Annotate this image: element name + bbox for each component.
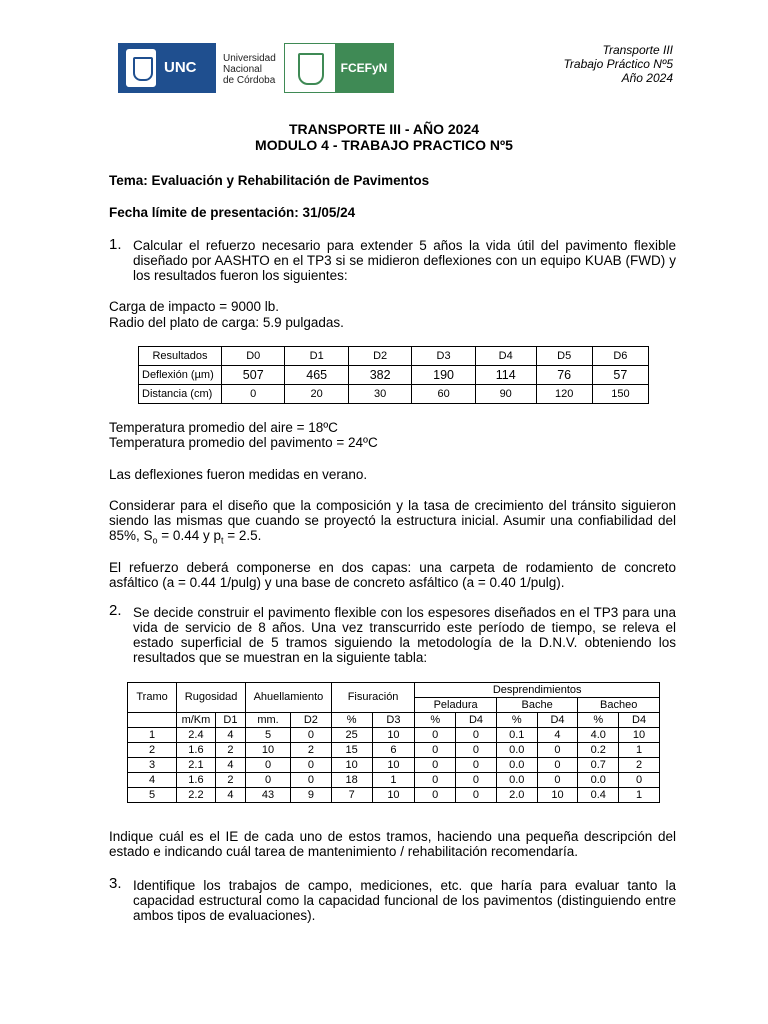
table-subheader-row (128, 713, 660, 728)
summer-note: Las deflexiones fueron medidas en verano. (109, 467, 368, 482)
table-header-cell: % (331, 713, 372, 728)
question-2-text: Se decide construir el pavimento flexible con los espesores diseñados en el TP3 para una vida de servicio de 8 años. Una vez transcurrido este período de tiempo, se releva el estado superficial de 5 tramos siguiendo la metodología de la D.N.V. obteniendo los resultados que se muestran en la siguiente tabla: (133, 605, 676, 665)
table-cell: 10 (619, 728, 660, 743)
table-cell: 25 (331, 728, 372, 743)
table-header-cell: D5 (536, 347, 592, 366)
table-cell: 150 (592, 385, 648, 404)
table-cell: Deflexión (µm) (139, 366, 222, 385)
table-cell: 0 (456, 743, 497, 758)
table-cell: 10 (372, 758, 415, 773)
table-cell: 4 (128, 773, 177, 788)
table-header-cell: D4 (537, 713, 578, 728)
table-cell: 0 (291, 773, 332, 788)
table-header-cell: D1 (285, 347, 348, 366)
table-header-cell: D2 (348, 347, 411, 366)
table-header-cell: Fisuración (331, 683, 415, 713)
table-cell: 4.0 (578, 728, 619, 743)
table-header-cell: Bache (496, 698, 578, 713)
pavement-temperature: Temperatura promedio del pavimento = 24ºC (109, 435, 378, 450)
table-cell: 0 (415, 758, 456, 773)
table-cell: 0.1 (496, 728, 537, 743)
design-text-a: Considerar para el diseño que la composición y la tasa de crecimiento del tránsito siguieron siendo las mismas que cuando se proyectó la estructura inicial. Asumir una confiabilidad del 85%, S (109, 498, 676, 543)
table-header-cell: D3 (372, 713, 415, 728)
table-cell: 0 (246, 773, 291, 788)
table-cell: 0.7 (578, 758, 619, 773)
table-header-cell: Ahuellamiento (246, 683, 332, 713)
table-cell: 465 (285, 366, 348, 385)
table-cell: 0 (415, 773, 456, 788)
university-name-line1: Universidad (223, 53, 276, 64)
table-header-cell: D4 (456, 713, 497, 728)
table-cell: 0 (537, 743, 578, 758)
page-title: TRANSPORTE III - AÑO 2024 (288, 121, 480, 137)
design-considerations (109, 498, 676, 549)
table-row (128, 743, 660, 758)
table-cell: 43 (246, 788, 291, 803)
question-1-number: 1. (109, 236, 122, 253)
table-empty-cell (128, 713, 177, 728)
table-cell: 1 (372, 773, 415, 788)
table-cell: 0.0 (496, 773, 537, 788)
table-cell: 57 (592, 366, 648, 385)
table-cell: 0.0 (496, 743, 537, 758)
deadline-line: Fecha límite de presentación: 31/05/24 (109, 205, 356, 220)
question-3-text: Identifique los trabajos de campo, mediciones, etc. que haría para evaluar tanto la capacidad estructural como la capacidad funcional de los pavimentos (distinguiendo entre ambos tipos de evaluaciones). (133, 878, 676, 923)
university-name (223, 53, 276, 86)
table-header-cell: D4 (475, 347, 536, 366)
table-cell: 30 (348, 385, 411, 404)
table-cell: 1.6 (177, 743, 216, 758)
table-cell: 3 (128, 758, 177, 773)
impact-load: Carga de impacto = 9000 lb. (109, 299, 279, 314)
table-header-cell: D3 (412, 347, 475, 366)
table-cell: 0 (222, 385, 285, 404)
header-year: Año 2024 (621, 71, 673, 85)
table-cell: 190 (412, 366, 475, 385)
table-header-cell: D0 (222, 347, 285, 366)
table-header-row (128, 683, 660, 698)
question-3-number: 3. (109, 875, 122, 892)
table-cell: 382 (348, 366, 411, 385)
table-cell: 10 (331, 758, 372, 773)
table-cell: 4 (537, 728, 578, 743)
table-cell: 0 (291, 728, 332, 743)
table-cell: 6 (372, 743, 415, 758)
table-cell: 0 (291, 758, 332, 773)
fcefyn-seal-icon (285, 44, 335, 92)
table-header-cell: Peladura (415, 698, 497, 713)
university-name-line2: Nacional (223, 64, 262, 75)
unc-seal-icon (126, 49, 156, 87)
table-header-cell: Tramo (128, 683, 177, 713)
table-row (139, 385, 649, 404)
table-cell: 15 (331, 743, 372, 758)
table-cell: 0 (415, 788, 456, 803)
table-cell: 0 (456, 788, 497, 803)
table-cell: 10 (372, 728, 415, 743)
sections-table (127, 682, 660, 803)
table-cell: 4 (215, 728, 245, 743)
overlay-layers: El refuerzo deberá componerse en dos capas: una carpeta de rodamiento de concreto asfáltico (a = 0.44 1/pulg) y una base de concreto asfáltico (a = 0.40 1/pulg). (109, 560, 676, 590)
table-cell: Distancia (cm) (139, 385, 222, 404)
page-subtitle: MODULO 4 - TRABAJO PRACTICO Nº5 (255, 137, 513, 153)
plate-radius: Radio del plato de carga: 5.9 pulgadas. (109, 315, 344, 330)
sections-table-body (128, 728, 660, 803)
question-2-number: 2. (109, 602, 122, 619)
table-cell: 2 (619, 758, 660, 773)
table-cell: 2 (215, 743, 245, 758)
table-cell: 0.0 (578, 773, 619, 788)
table-header-cell: Desprendimientos (415, 683, 660, 698)
table-header-cell: D4 (619, 713, 660, 728)
header-assignment: Trabajo Práctico Nº5 (563, 57, 673, 71)
table-cell: 0.0 (496, 758, 537, 773)
table-cell: 7 (331, 788, 372, 803)
table-header-cell: D6 (592, 347, 648, 366)
table-cell: 1 (128, 728, 177, 743)
table-cell: 0.4 (578, 788, 619, 803)
university-name-line3: de Córdoba (223, 75, 276, 86)
table-cell: 0 (537, 773, 578, 788)
table-cell: 2.4 (177, 728, 216, 743)
pt-subscript: t (220, 535, 224, 546)
table-cell: 5 (246, 728, 291, 743)
table-header-cell: % (415, 713, 456, 728)
table-cell: 4 (215, 788, 245, 803)
design-text-b: = 0.44 y p (157, 528, 221, 543)
table-header-cell: D1 (215, 713, 245, 728)
table-cell: 60 (412, 385, 475, 404)
table-header-cell: mm. (246, 713, 291, 728)
table-cell: 2 (291, 743, 332, 758)
topic-line: Tema: Evaluación y Rehabilitación de Pavimentos (109, 173, 430, 188)
table-cell: 10 (372, 788, 415, 803)
unc-logo-abbr: UNC (164, 59, 197, 76)
table-cell: 1 (619, 788, 660, 803)
fcefyn-logo-abbr: FCEFyN (335, 44, 393, 92)
table-cell: 18 (331, 773, 372, 788)
so-subscript: o (152, 535, 158, 546)
table-cell: 114 (475, 366, 536, 385)
table-header-cell: m/Km (177, 713, 216, 728)
table-header-cell: % (496, 713, 537, 728)
table-header-cell: Bacheo (578, 698, 660, 713)
table-row (128, 788, 660, 803)
unc-logo (118, 43, 216, 93)
table-cell: 2.0 (496, 788, 537, 803)
fcefyn-logo (284, 43, 394, 93)
table-cell: 4 (215, 758, 245, 773)
table-cell: 507 (222, 366, 285, 385)
table-cell: 120 (536, 385, 592, 404)
table-row (128, 773, 660, 788)
header-course-info (563, 43, 673, 85)
table-header-cell: D2 (291, 713, 332, 728)
table-cell: 0.2 (578, 743, 619, 758)
table-cell: 0 (415, 728, 456, 743)
design-text-c: = 2.5. (223, 528, 262, 543)
table-cell: 0 (246, 758, 291, 773)
indicate-ie: Indique cuál es el IE de cada uno de estos tramos, haciendo una pequeña descripción del estado e indicando cuál tarea de mantenimiento / rehabilitación recomendaría. (109, 829, 676, 859)
table-cell: 90 (475, 385, 536, 404)
header-course: Transporte III (602, 43, 673, 57)
table-cell: 2.1 (177, 758, 216, 773)
table-cell: 0 (537, 758, 578, 773)
table-cell: 10 (246, 743, 291, 758)
table-row (139, 366, 649, 385)
table-header-row (139, 347, 649, 366)
table-cell: 2 (215, 773, 245, 788)
table-cell: 0 (456, 758, 497, 773)
table-cell: 2 (128, 743, 177, 758)
deflection-table (138, 346, 649, 404)
table-cell: 9 (291, 788, 332, 803)
table-cell: 0 (415, 743, 456, 758)
table-cell: 1 (619, 743, 660, 758)
table-cell: 1.6 (177, 773, 216, 788)
table-cell: 20 (285, 385, 348, 404)
table-cell: 0 (456, 728, 497, 743)
table-cell: 2.2 (177, 788, 216, 803)
table-row (128, 728, 660, 743)
table-header-cell: Rugosidad (177, 683, 246, 713)
table-header-cell: % (578, 713, 619, 728)
table-header-cell: Resultados (139, 347, 222, 366)
table-cell: 5 (128, 788, 177, 803)
table-cell: 0 (619, 773, 660, 788)
air-temperature: Temperatura promedio del aire = 18ºC (109, 420, 338, 435)
table-cell: 10 (537, 788, 578, 803)
question-1-text: Calcular el refuerzo necesario para extender 5 años la vida útil del pavimento flexible diseñado por AASHTO en el TP3 si se midieron deflexiones con un equipo KUAB (FWD) y los resultados fueron los siguientes: (133, 238, 676, 283)
table-cell: 76 (536, 366, 592, 385)
table-row (128, 758, 660, 773)
table-cell: 0 (456, 773, 497, 788)
